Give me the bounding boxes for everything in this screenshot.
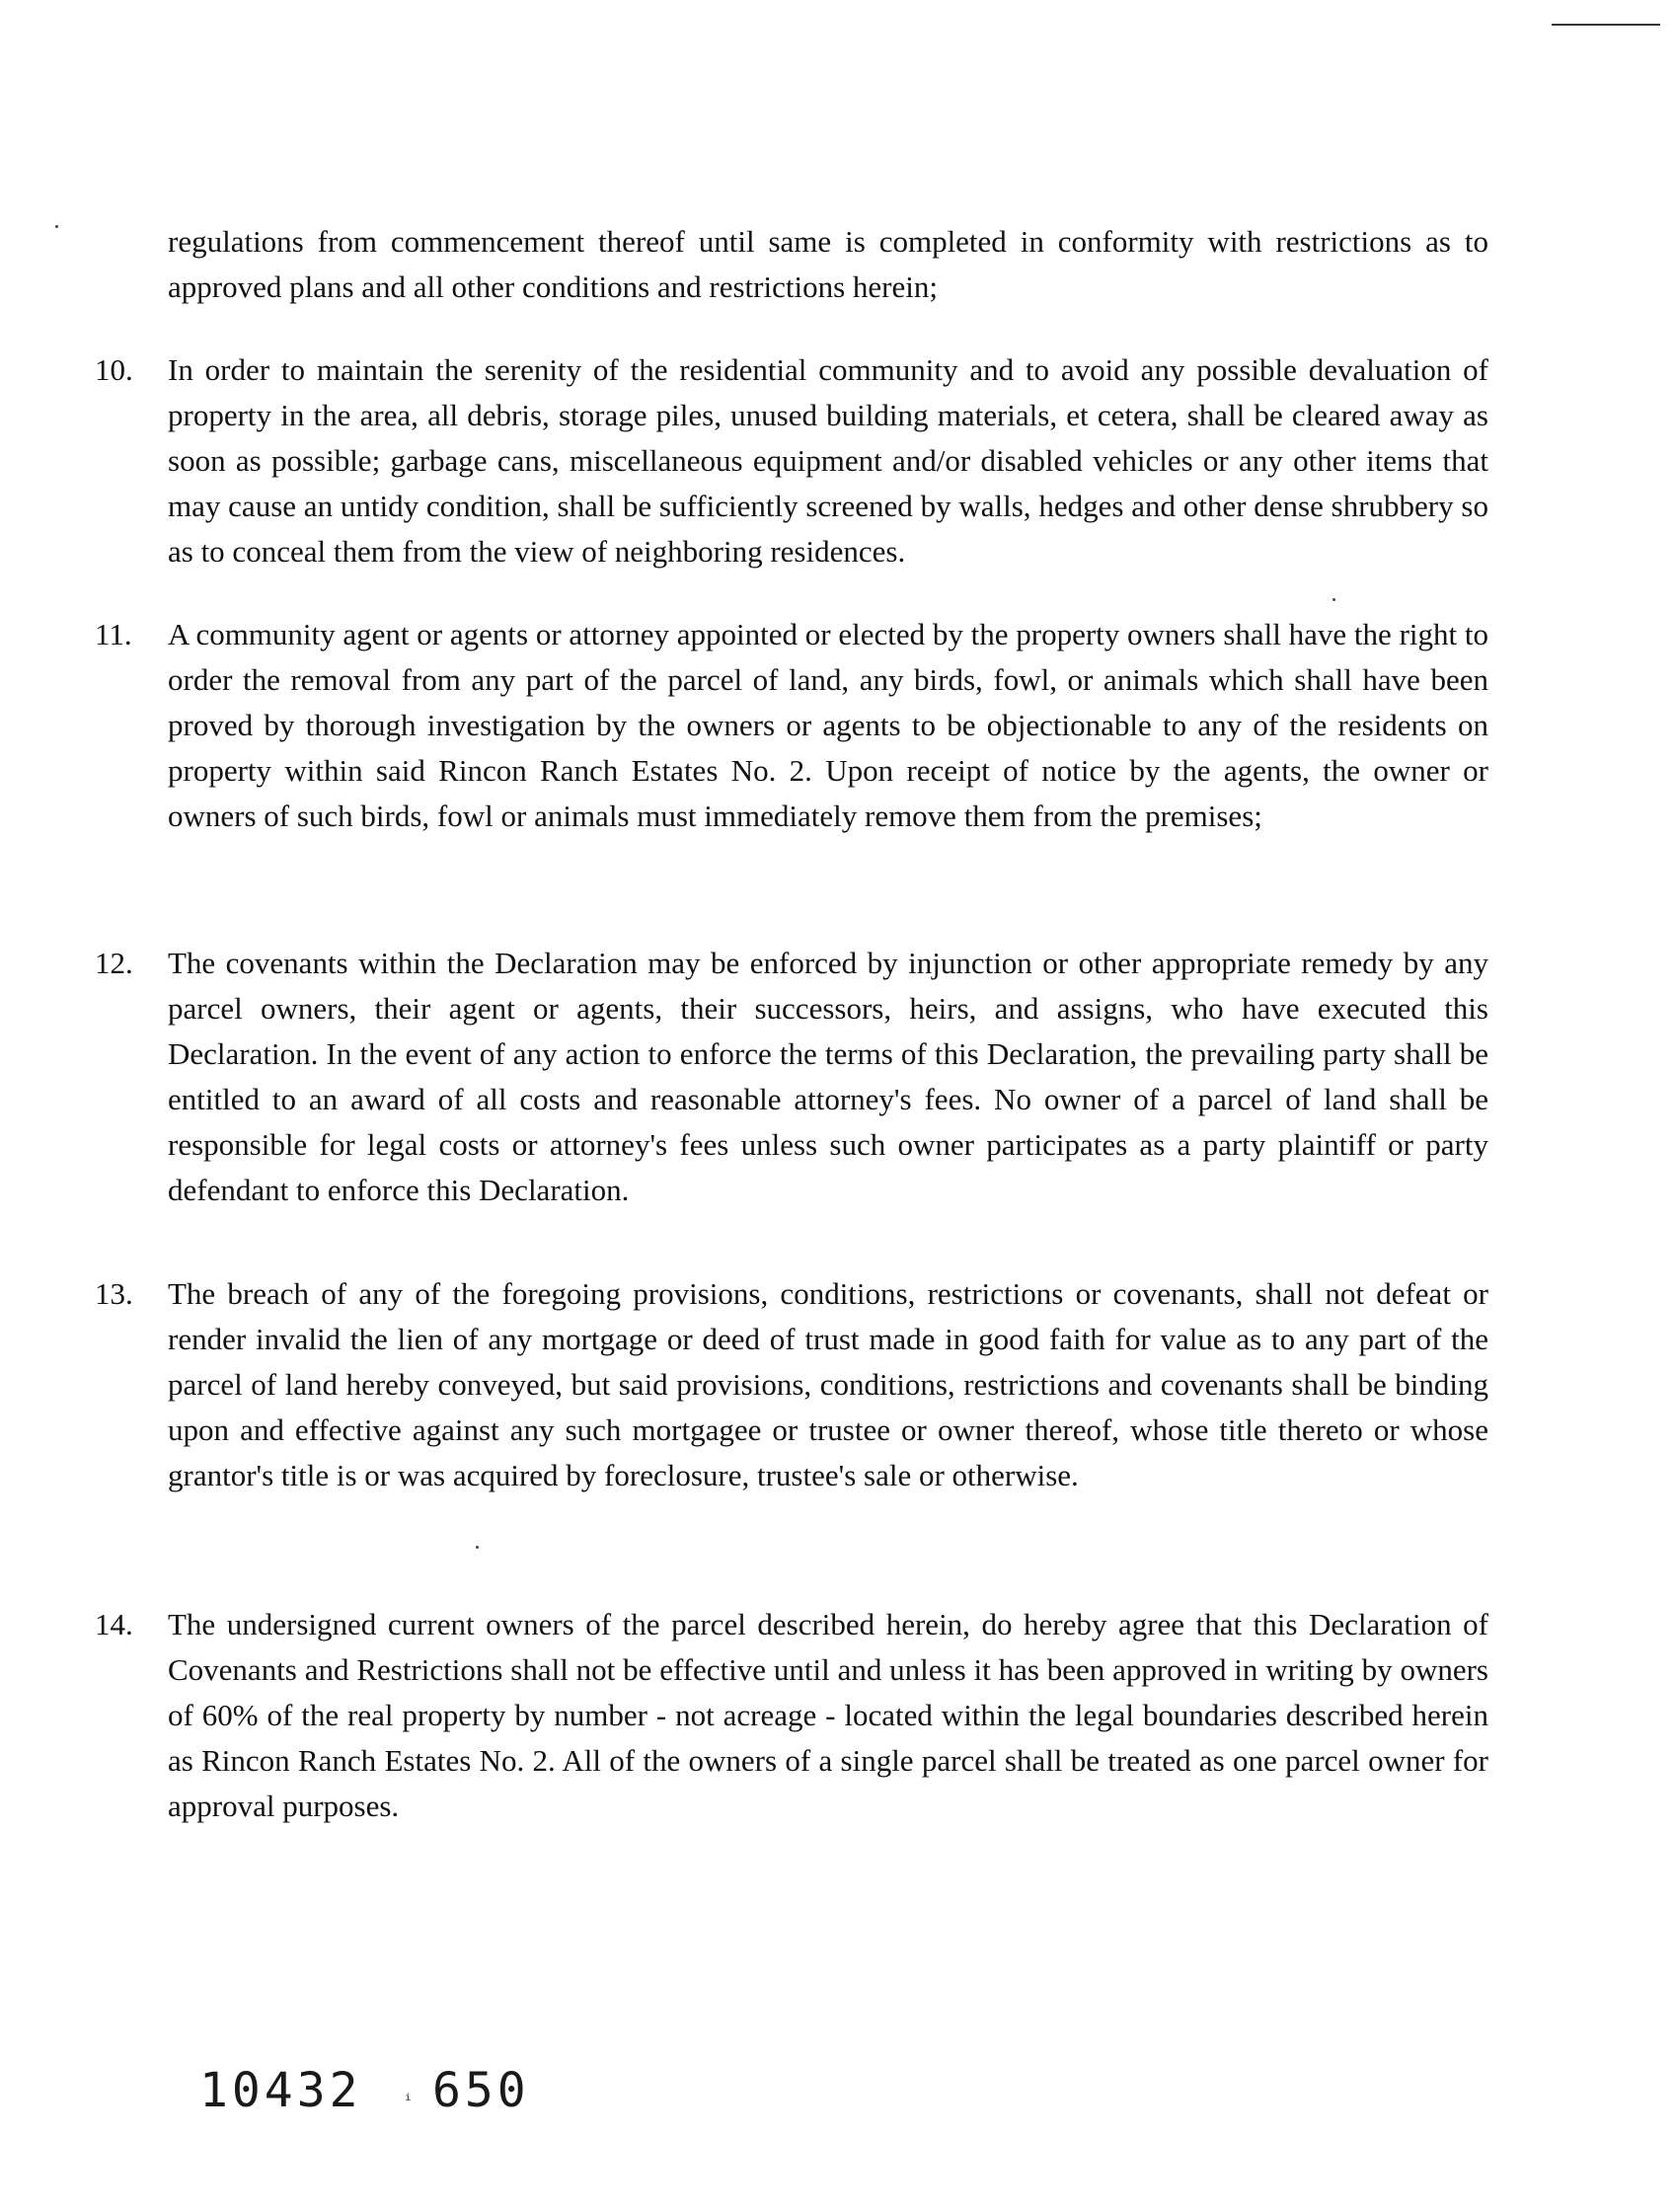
scan-speck: [476, 1546, 479, 1549]
item-number: 13.: [95, 1276, 133, 1311]
item-number: 11.: [95, 617, 132, 651]
corner-scan-mark: [1552, 24, 1660, 26]
item-number: 14.: [95, 1607, 133, 1641]
item-text: The covenants within the Declaration may be enforced by injunction or other appropriate remedy by any parcel owners, their agent or agents, their successors, heirs, and assigns, who have executed this Declaration. In the event of any action to enforce the terms of this Declaration, the prevailing party shall be entitled to an award of all costs and reasonable attorney's fees. No owner of a parcel of land shall be responsible for legal costs or attorney's fees unless such owner participates as a party plaintiff or party defendant to enforce this Declaration.: [168, 946, 1488, 1207]
item-text: The breach of any of the foregoing provisions, conditions, restrictions or covenants, shall not defeat or render invalid the lien of any mortgage or deed of trust made in good faith for value as to any part of the parcel of land hereby conveyed, but said provisions, conditions, restrictions and covenants shall be binding upon and effective against any such mortgagee or trustee or owner thereof, whose title thereto or whose grantor's title is or was acquired by foreclosure, trustee's sale or otherwise.: [168, 1276, 1488, 1492]
item-number: 12.: [95, 946, 133, 980]
covenant-item-12: [95, 941, 1488, 1213]
recording-book-number: 10432: [199, 2063, 362, 2118]
covenant-item-11: [95, 612, 1488, 839]
scan-speck: [55, 225, 58, 228]
item-text: In order to maintain the serenity of the residential community and to avoid any possible devaluation of property in the area, all debris, storage piles, unused building materials, et cetera, shall be cleared away as soon as possible; garbage cans, miscellaneous equipment and/or disabled vehicles or any other items that may cause an untidy condition, shall be sufficiently screened by walls, hedges and other dense shrubbery so as to conceal them from the view of neighboring residences.: [168, 352, 1488, 569]
covenant-item-13: [95, 1271, 1488, 1498]
item-text: A community agent or agents or attorney appointed or elected by the property owners shall have the right to order the removal from any part of the parcel of land, any birds, fowl, or animals which shall have been proved by thorough investigation by the owners or agents to be objectionable to any of the residents on property within said Rincon Ranch Estates No. 2. Upon receipt of notice by the agents, the owner or owners of such birds, fowl or animals must immediately remove them from the premises;: [168, 617, 1488, 833]
recording-page-number: 650: [432, 2063, 530, 2118]
covenant-item-14: [95, 1602, 1488, 1829]
scan-speck: [1332, 598, 1335, 601]
recording-stamp-separator: ᵢ: [403, 2085, 414, 2105]
continuation-paragraph: regulations from commencement thereof until same is completed in conformity with restrictions as to approved plans and all other conditions and restrictions herein;: [168, 224, 1488, 304]
item-number: 10.: [95, 352, 133, 387]
covenant-item-10: [95, 347, 1488, 574]
item-text: The undersigned current owners of the parcel described herein, do hereby agree that this Declaration of Covenants and Restrictions shall not be effective until and unless it has been approved in writing by owners of 60% of the real property by number - not acreage - located within the legal boundaries described herein as Rincon Ranch Estates No. 2. All of the owners of a single parcel shall be treated as one parcel owner for approval purposes.: [168, 1607, 1488, 1823]
